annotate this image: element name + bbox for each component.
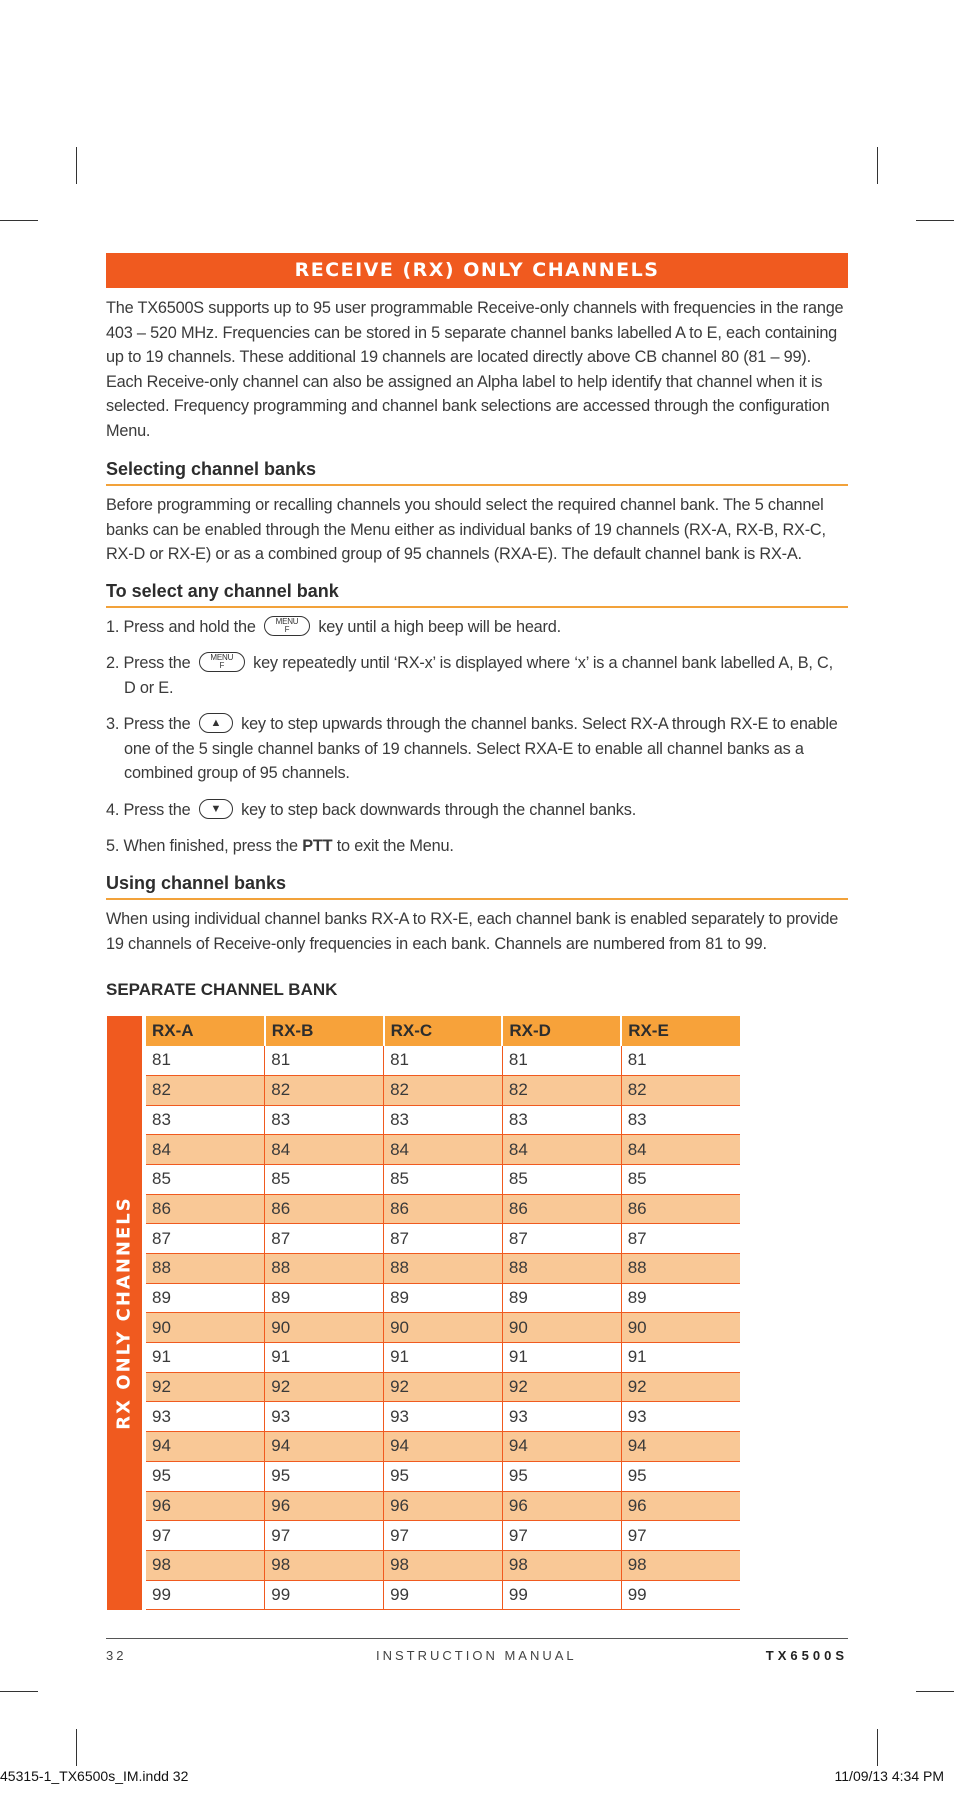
ptt-label: PTT <box>302 837 333 855</box>
footer-rule <box>106 1638 848 1639</box>
channel-cell: 91 <box>384 1343 503 1373</box>
channel-cell: 94 <box>265 1432 384 1462</box>
channel-cell: 96 <box>265 1491 384 1521</box>
channel-cell: 82 <box>146 1075 265 1105</box>
channel-cell: 83 <box>146 1105 265 1135</box>
channel-cell: 87 <box>621 1224 740 1254</box>
column-header: RX-E <box>621 1016 740 1046</box>
table-row <box>146 1550 740 1580</box>
channel-cell: 99 <box>265 1580 384 1610</box>
channel-cell: 83 <box>621 1105 740 1135</box>
step-1-before: 1. Press and hold the <box>106 618 256 636</box>
selecting-banks-paragraph: Before programming or recalling channels you should select the required channel bank. The 5 channel banks can be enabled through the Menu either as individual banks of 19 channels (RX-A, RX-B, RX-C, RX-D or RX-E) or as a combined group of 95 channels (RXA-E). The default channel bank is RX-A. <box>106 496 826 563</box>
channel-cell: 98 <box>384 1550 503 1580</box>
channel-cell: 93 <box>384 1402 503 1432</box>
channel-cell: 95 <box>502 1461 621 1491</box>
channel-cell: 93 <box>621 1402 740 1432</box>
channel-cell: 88 <box>146 1254 265 1284</box>
channel-cell: 95 <box>265 1461 384 1491</box>
channel-cell: 81 <box>265 1046 384 1076</box>
channel-cell: 81 <box>384 1046 503 1076</box>
channel-cell: 84 <box>621 1135 740 1165</box>
slug-date: 11/09/13 4:34 PM <box>834 1768 944 1784</box>
step-2 <box>106 651 848 700</box>
channel-cell: 82 <box>384 1075 503 1105</box>
step-1 <box>106 615 848 640</box>
channel-cell: 90 <box>265 1313 384 1343</box>
channel-cell: 82 <box>502 1075 621 1105</box>
channel-cell: 99 <box>621 1580 740 1610</box>
channel-cell: 84 <box>384 1135 503 1165</box>
channel-cell: 93 <box>502 1402 621 1432</box>
channel-cell: 90 <box>384 1313 503 1343</box>
channel-cell: 99 <box>146 1580 265 1610</box>
channel-cell: 93 <box>265 1402 384 1432</box>
channel-cell: 86 <box>384 1194 503 1224</box>
channel-cell: 83 <box>384 1105 503 1135</box>
step-2-continued: D or E. <box>124 678 174 697</box>
channel-cell: 85 <box>621 1164 740 1194</box>
footer-center-text: INSTRUCTION MANUAL <box>376 1648 577 1663</box>
table-row <box>146 1254 740 1284</box>
table-title: SEPARATE CHANNEL BANK <box>106 980 338 999</box>
channel-cell: 86 <box>502 1194 621 1224</box>
step-5-before: 5. When finished, press the <box>106 837 298 855</box>
up-arrow-key-icon: ▲ <box>199 713 233 733</box>
channel-cell: 89 <box>384 1283 503 1313</box>
channel-cell: 90 <box>621 1313 740 1343</box>
crop-mark <box>916 1691 954 1692</box>
channel-cell: 97 <box>502 1521 621 1551</box>
channel-cell: 85 <box>146 1164 265 1194</box>
channel-cell: 92 <box>146 1372 265 1402</box>
channel-cell: 87 <box>384 1224 503 1254</box>
side-label: RX ONLY CHANNELS <box>113 1196 135 1430</box>
menu-key-icon <box>199 652 245 672</box>
channel-cell: 85 <box>502 1164 621 1194</box>
channel-cell: 90 <box>502 1313 621 1343</box>
channel-cell: 87 <box>265 1224 384 1254</box>
step-4-before: 4. Press the <box>106 801 191 819</box>
channel-cell: 81 <box>146 1046 265 1076</box>
channel-cell: 97 <box>384 1521 503 1551</box>
channel-cell: 99 <box>384 1580 503 1610</box>
step-2-after: key repeatedly until ‘RX-x’ is displayed where ‘x’ is a channel bank labelled A, B, C, <box>253 654 833 672</box>
table-row <box>146 1164 740 1194</box>
step-2-before: 2. Press the <box>106 654 191 672</box>
step-4 <box>106 798 848 823</box>
channel-cell: 89 <box>265 1283 384 1313</box>
channel-cell: 83 <box>502 1105 621 1135</box>
crop-mark <box>877 1729 878 1766</box>
channel-cell: 89 <box>502 1283 621 1313</box>
channel-cell: 94 <box>384 1432 503 1462</box>
channel-cell: 96 <box>502 1491 621 1521</box>
channel-cell: 83 <box>265 1105 384 1135</box>
channel-cell: 84 <box>146 1135 265 1165</box>
channel-cell: 98 <box>146 1550 265 1580</box>
step-3-continued: one of the 5 single channel banks of 19 channels. Select RXA-E to enable all channel banks as a combined group of 95 channels. <box>124 739 804 782</box>
channel-cell: 91 <box>265 1343 384 1373</box>
channel-cell: 95 <box>621 1461 740 1491</box>
channel-cell: 95 <box>384 1461 503 1491</box>
table-row <box>146 1521 740 1551</box>
heading-select-any-bank: To select any channel bank <box>106 576 848 608</box>
table-row <box>146 1461 740 1491</box>
channel-cell: 82 <box>621 1075 740 1105</box>
table-row <box>146 1224 740 1254</box>
channel-cell: 84 <box>265 1135 384 1165</box>
channel-cell: 93 <box>146 1402 265 1432</box>
step-1-after: key until a high beep will be heard. <box>318 618 561 636</box>
menu-key-function-label: F <box>219 660 225 670</box>
step-5 <box>106 834 848 859</box>
table-body <box>146 1046 740 1610</box>
channel-cell: 88 <box>502 1254 621 1284</box>
channel-cell: 99 <box>502 1580 621 1610</box>
step-3 <box>106 712 848 786</box>
table-row <box>146 1046 740 1076</box>
heading-using-banks: Using channel banks <box>106 868 848 900</box>
channel-cell: 97 <box>265 1521 384 1551</box>
footer-model: TX6500S <box>765 1648 848 1663</box>
channel-cell: 97 <box>146 1521 265 1551</box>
crop-mark <box>76 1729 77 1766</box>
crop-mark <box>76 147 77 184</box>
table-row <box>146 1194 740 1224</box>
channel-cell: 85 <box>265 1164 384 1194</box>
table-row <box>146 1313 740 1343</box>
channel-cell: 89 <box>146 1283 265 1313</box>
using-banks-paragraph: When using individual channel banks RX-A to RX-E, each channel bank is enabled separately to provide 19 channels of Receive-only frequencies in each bank. Channels are numbered from 81 to 99. <box>106 910 839 953</box>
table-header-row <box>146 1016 740 1046</box>
channel-cell: 89 <box>621 1283 740 1313</box>
channel-cell: 82 <box>265 1075 384 1105</box>
step-5-after: to exit the Menu. <box>336 837 454 855</box>
channel-cell: 88 <box>265 1254 384 1284</box>
column-header: RX-B <box>265 1016 384 1046</box>
channel-cell: 94 <box>621 1432 740 1462</box>
menu-key-function-label: F <box>284 624 290 634</box>
heading-selecting-banks: Selecting channel banks <box>106 454 848 486</box>
channel-cell: 92 <box>621 1372 740 1402</box>
table-row <box>146 1580 740 1610</box>
page-number: 32 <box>106 1648 127 1663</box>
channel-cell: 94 <box>146 1432 265 1462</box>
channel-cell: 84 <box>502 1135 621 1165</box>
channel-cell: 98 <box>502 1550 621 1580</box>
channel-cell: 92 <box>265 1372 384 1402</box>
channel-cell: 96 <box>146 1491 265 1521</box>
channel-cell: 87 <box>502 1224 621 1254</box>
menu-key-label: MENU <box>210 652 234 662</box>
channel-cell: 92 <box>502 1372 621 1402</box>
intro-paragraph: The TX6500S supports up to 95 user programmable Receive-only channels with frequencies in the range 403 – 520 MHz. Frequencies can be stored in 5 separate channel banks labelled A to E, each containing up to 19 channels. These additional 19 channels are located directly above CB channel 80 (81 – 99). Each Receive-only channel can also be assigned an Alpha label to help identify that channel when it is selected. Frequency programming and channel bank selections are accessed through the configuration Menu. <box>106 299 844 440</box>
step-3-before: 3. Press the <box>106 715 191 733</box>
crop-mark <box>0 1691 38 1692</box>
table-row <box>146 1491 740 1521</box>
channel-cell: 86 <box>146 1194 265 1224</box>
channel-cell: 91 <box>502 1343 621 1373</box>
step-4-after: key to step back downwards through the channel banks. <box>241 801 637 819</box>
crop-mark <box>877 147 878 184</box>
channel-cell: 91 <box>621 1343 740 1373</box>
channel-cell: 96 <box>384 1491 503 1521</box>
menu-key-icon <box>264 616 310 636</box>
channel-cell: 85 <box>384 1164 503 1194</box>
down-arrow-key-icon: ▼ <box>199 799 233 819</box>
slug-file: 45315-1_TX6500s_IM.indd 32 <box>0 1768 189 1784</box>
table-row <box>146 1372 740 1402</box>
channel-cell: 92 <box>384 1372 503 1402</box>
channel-cell: 88 <box>384 1254 503 1284</box>
channel-cell: 98 <box>621 1550 740 1580</box>
channel-cell: 94 <box>502 1432 621 1462</box>
channel-cell: 97 <box>621 1521 740 1551</box>
channel-cell: 88 <box>621 1254 740 1284</box>
channel-cell: 96 <box>621 1491 740 1521</box>
step-3-after: key to step upwards through the channel banks. Select RX-A through RX-E to enable <box>241 715 838 733</box>
table-row <box>146 1105 740 1135</box>
channel-cell: 90 <box>146 1313 265 1343</box>
crop-mark <box>0 220 38 221</box>
channel-cell: 98 <box>265 1550 384 1580</box>
column-header: RX-D <box>502 1016 621 1046</box>
channel-cell: 86 <box>265 1194 384 1224</box>
table-row <box>146 1343 740 1373</box>
channel-cell: 95 <box>146 1461 265 1491</box>
table-row <box>146 1402 740 1432</box>
section-banner: RECEIVE (RX) ONLY CHANNELS <box>106 253 848 288</box>
table-row <box>146 1283 740 1313</box>
channel-bank-table <box>146 1016 740 1610</box>
channel-cell: 81 <box>621 1046 740 1076</box>
column-header: RX-A <box>146 1016 265 1046</box>
table-row <box>146 1135 740 1165</box>
crop-mark <box>916 220 954 221</box>
menu-key-label: MENU <box>275 616 299 626</box>
channel-cell: 91 <box>146 1343 265 1373</box>
column-header: RX-C <box>384 1016 503 1046</box>
channel-cell: 87 <box>146 1224 265 1254</box>
table-row <box>146 1432 740 1462</box>
table-row <box>146 1075 740 1105</box>
channel-cell: 81 <box>502 1046 621 1076</box>
channel-cell: 86 <box>621 1194 740 1224</box>
